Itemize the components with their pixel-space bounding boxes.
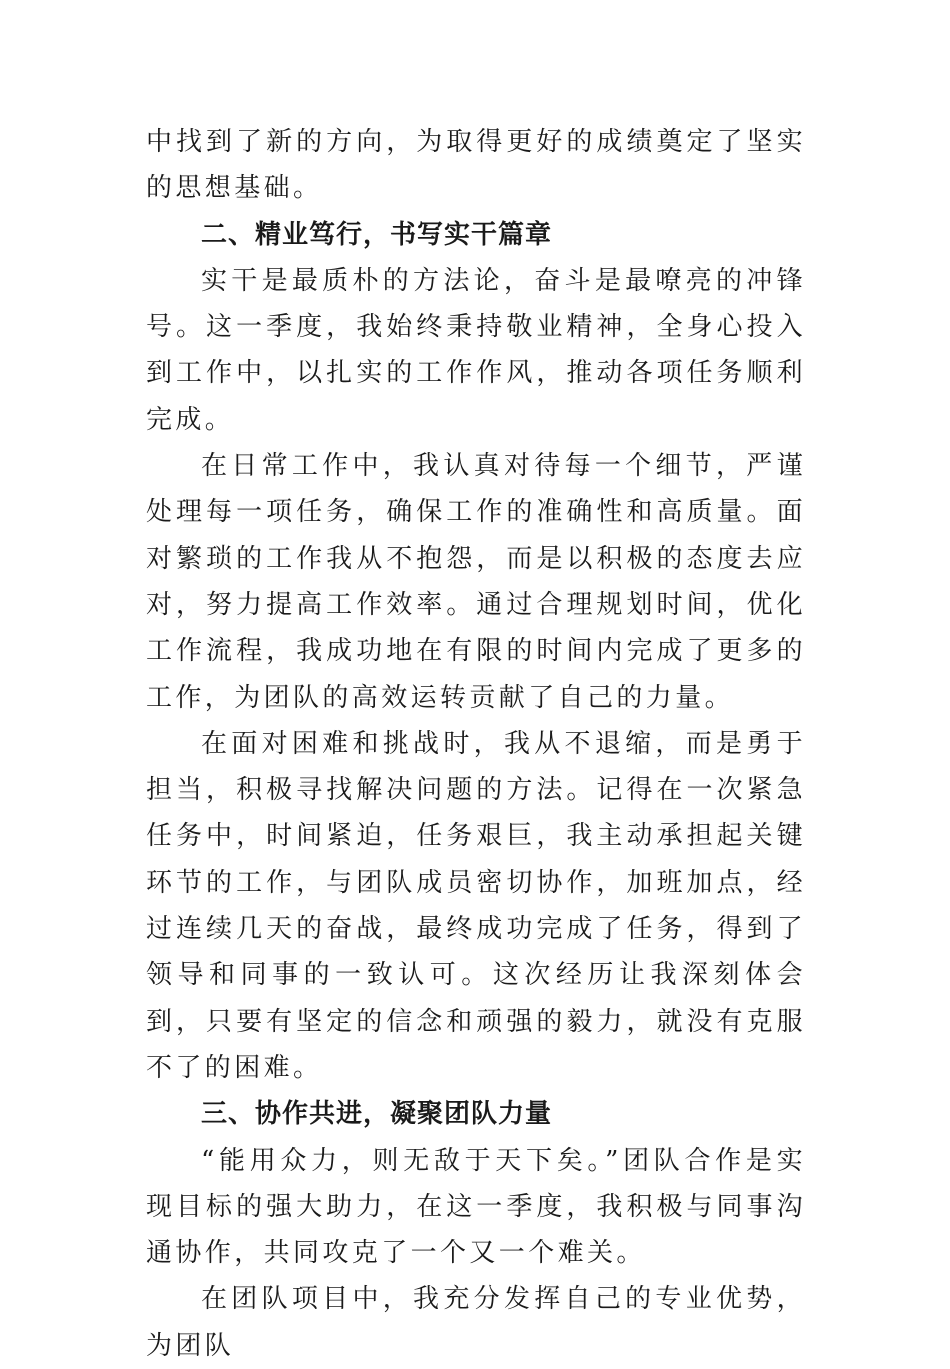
body-paragraph: 在团队项目中，我充分发挥自己的专业优势，为团队 [146,1284,806,1361]
body-paragraph: 在日常工作中，我认真对待每一个细节，严谨处理每一项任务，确保工作的准确性和高质量。面对繁琐的工作我从不抱怨，而是以积极的态度去应对，努力提高工作效率。通过合理规划时间，优化工作流程，我成功地在有限的时间内完成了更多的工作，为团队的高效运转贡献了自己的力量。 [146,451,806,713]
body-paragraph: 实干是最质朴的方法论，奋斗是最嘹亮的冲锋号。这一季度，我始终秉持敬业精神，全身心投入到工作中，以扎实的工作作风，推动各项任务顺利完成。 [146,265,806,435]
body-paragraph-continuation: 中找到了新的方向，为取得更好的成绩奠定了坚实的思想基础。 [146,127,806,204]
document-page [146,119,806,1369]
section-heading-three: 三、协作共进，凝聚团队力量 [201,1099,553,1130]
body-paragraph: “能用众力，则无敌于天下矣。”团队合作是实现目标的强大助力，在这一季度，我积极与同事沟通协作，共同攻克了一个又一个难关。 [146,1145,806,1269]
section-heading-two: 二、精业笃行，书写实干篇章 [201,219,553,250]
body-paragraph: 在面对困难和挑战时，我从不退缩，而是勇于担当，积极寻找解决问题的方法。记得在一次紧急任务中，时间紧迫，任务艰巨，我主动承担起关键环节的工作，与团队成员密切协作，加班加点，经过连续几天的奋战，最终成功完成了任务，得到了领导和同事的一致认可。这次经历让我深刻体会到，只要有坚定的信念和顽强的毅力，就没有克服不了的困难。 [146,728,806,1083]
